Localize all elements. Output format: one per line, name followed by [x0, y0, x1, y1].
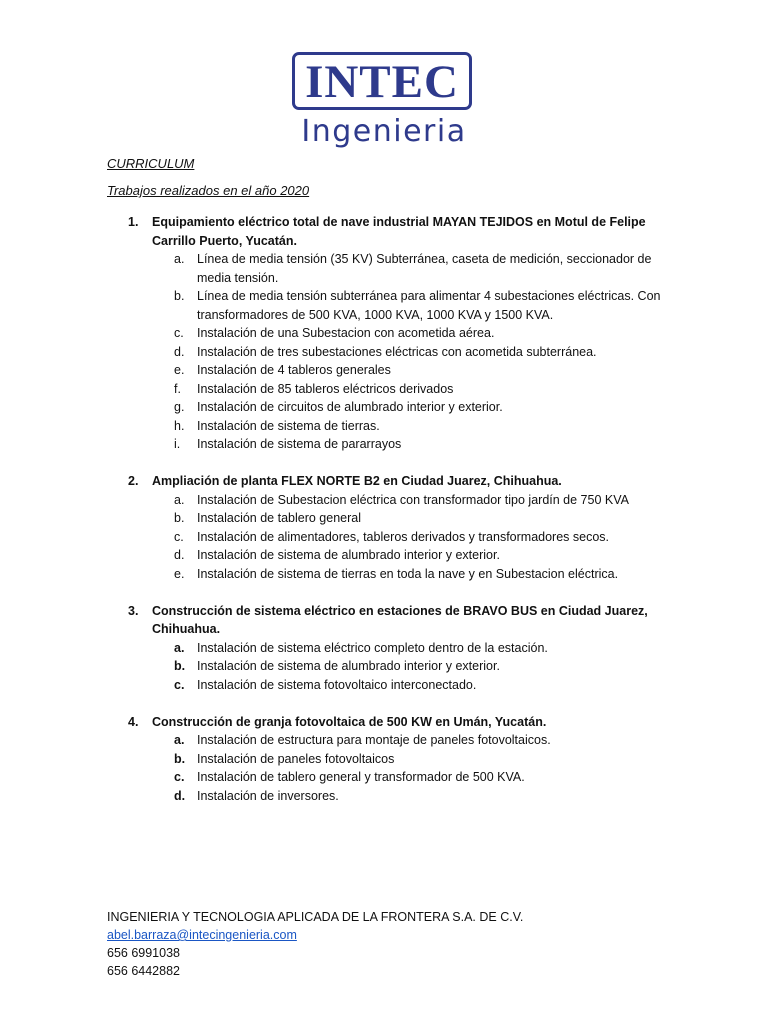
task-item [0, 491, 768, 510]
task-letter: d. [174, 548, 185, 562]
task-item [0, 768, 768, 787]
footer-phone-1: 656 6991038 [107, 946, 180, 960]
task-text: Instalación de tres subestaciones eléctricas con acometida subterránea. [197, 344, 597, 359]
task-text: Instalación de estructura para montaje de paneles fotovoltaicos. [197, 733, 551, 747]
project-title: Construcción de granja fotovoltaica de 500 KW en Umán, Yucatán. [152, 714, 547, 729]
task-text: Línea de media tensión subterránea para alimentar 4 subestaciones eléctricas. Con transformadores de 500 KVA, 1000 KVA, 1000 KVA y 1500 KVA. [197, 289, 661, 322]
task-letter: e. [174, 566, 185, 581]
task-item [0, 417, 768, 436]
task-text: Instalación de sistema de tierras en toda la nave y en Subestacion eléctrica. [197, 566, 619, 581]
task-item [0, 398, 768, 417]
document-subheading: Trabajos realizados en el año 2020 [107, 183, 310, 198]
project-title: Ampliación de planta FLEX NORTE B2 en Ciudad Juarez, Chihuahua. [152, 474, 562, 488]
task-text: Instalación de sistema de alumbrado interior y exterior. [197, 659, 500, 673]
task-item [0, 565, 768, 584]
task-letter: b. [174, 511, 185, 525]
footer [107, 908, 523, 980]
task-letter: d. [174, 344, 185, 359]
project-title: Construcción de sistema eléctrico en estaciones de BRAVO BUS en Ciudad Juarez, Chihuahua. [152, 603, 648, 636]
project-number: 2. [128, 474, 139, 488]
project-item [0, 713, 768, 806]
task-letter: b. [174, 751, 186, 766]
task-letter: d. [174, 788, 186, 803]
task-item [0, 676, 768, 695]
task-item [0, 528, 768, 547]
task-item [0, 324, 768, 343]
task-item [0, 731, 768, 750]
task-letter: b. [174, 659, 186, 673]
task-letter: h. [174, 418, 185, 433]
task-letter: c. [174, 770, 185, 784]
task-text: Instalación de 85 tableros eléctricos derivados [197, 381, 454, 396]
project-item [0, 602, 768, 695]
task-letter: a. [174, 492, 185, 507]
task-text: Instalación de sistema de tierras. [197, 418, 380, 433]
task-letter: c. [174, 529, 184, 544]
logo-box [292, 52, 472, 110]
project-title: Equipamiento eléctrico total de nave industrial MAYAN TEJIDOS en Motul de Felipe Carrillo Puerto, Yucatán. [152, 215, 646, 248]
task-text: Instalación de tablero general [197, 511, 362, 525]
task-letter: b. [174, 289, 185, 303]
task-item [0, 750, 768, 769]
company-logo [290, 52, 478, 156]
task-item [0, 787, 768, 806]
task-item [0, 361, 768, 380]
task-letter: a. [174, 733, 185, 747]
task-letter: i. [174, 437, 181, 451]
project-item [0, 213, 768, 454]
project-number: 1. [128, 215, 139, 229]
logo-subtitle: Ingenieria [301, 114, 467, 149]
project-item [0, 472, 768, 583]
footer-email-link[interactable]: abel.barraza@intecingenieria.com [107, 928, 297, 942]
project-number: 3. [128, 603, 139, 618]
task-item [0, 287, 768, 324]
project-number: 4. [128, 714, 139, 729]
task-text: Instalación de paneles fotovoltaicos [197, 751, 395, 766]
task-text: Instalación de tablero general y transformador de 500 KVA. [197, 770, 525, 784]
task-text: Instalación de sistema de alumbrado interior y exterior. [197, 548, 500, 562]
task-item [0, 639, 768, 658]
task-text: Instalación de sistema de pararrayos [197, 437, 402, 451]
task-letter: c. [174, 326, 184, 340]
task-letter: c. [174, 677, 185, 692]
task-item [0, 546, 768, 565]
task-item [0, 657, 768, 676]
task-text: Instalación de una Subestacion con acometida aérea. [197, 326, 495, 340]
task-text: Instalación de inversores. [197, 788, 339, 803]
task-item [0, 435, 768, 454]
task-text: Instalación de alimentadores, tableros derivados y transformadores secos. [197, 529, 610, 544]
task-item [0, 509, 768, 528]
document-heading: CURRICULUM [107, 156, 195, 171]
task-letter: a. [174, 252, 185, 266]
projects-list [0, 213, 768, 824]
task-text: Instalación de Subestacion eléctrica con transformador tipo jardín de 750 KVA [197, 492, 629, 507]
footer-company: INGENIERIA Y TECNOLOGIA APLICADA DE LA FRONTERA S.A. DE C.V. [107, 910, 524, 924]
footer-phone-2: 656 6442882 [107, 964, 180, 978]
task-text: Instalación de circuitos de alumbrado interior y exterior. [197, 400, 503, 414]
task-letter: f. [174, 381, 181, 396]
logo-main-text: INTEC [305, 55, 459, 108]
task-item [0, 380, 768, 399]
task-text: Línea de media tensión (35 KV) Subterránea, caseta de medición, seccionador de media tensión. [197, 252, 652, 285]
task-item [0, 343, 768, 362]
task-letter: e. [174, 363, 185, 377]
task-letter: a. [174, 640, 185, 655]
task-item [0, 250, 768, 287]
task-text: Instalación de sistema eléctrico completo dentro de la estación. [197, 640, 548, 655]
task-text: Instalación de sistema fotovoltaico interconectado. [197, 677, 477, 692]
task-letter: g. [174, 400, 185, 414]
task-text: Instalación de 4 tableros generales [197, 363, 391, 377]
